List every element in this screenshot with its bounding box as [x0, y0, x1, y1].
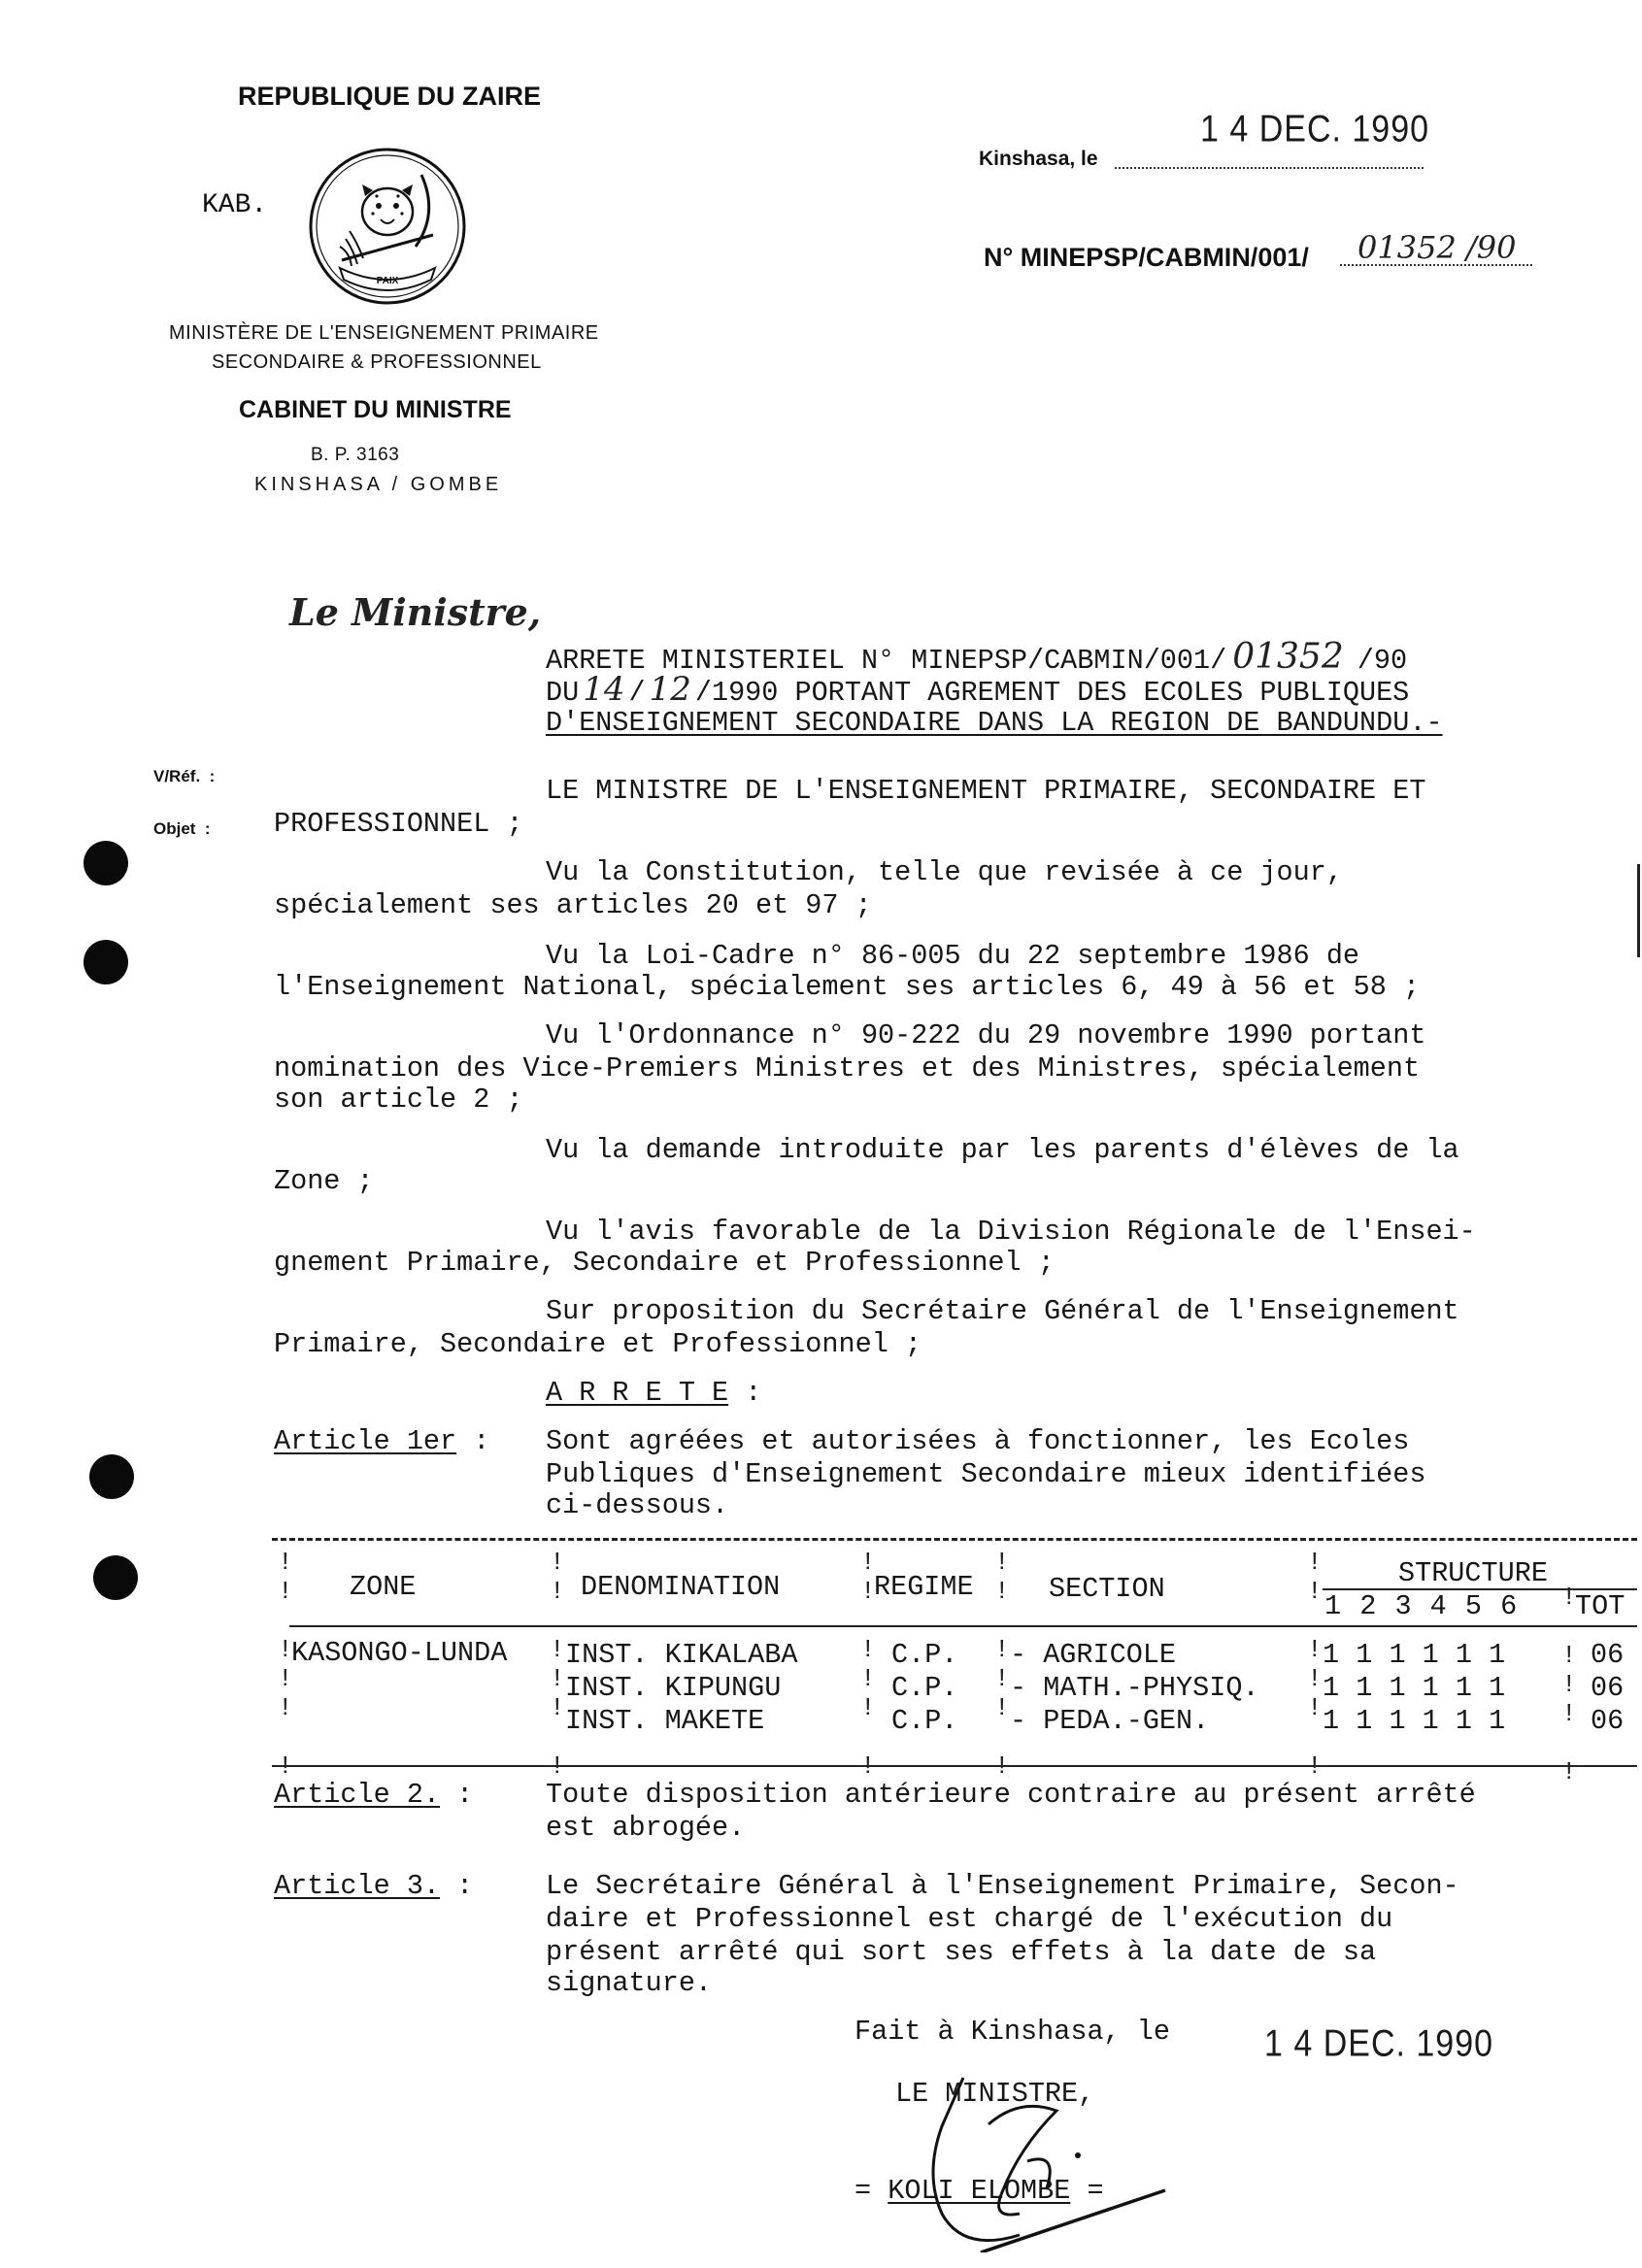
- levels-cell: 1 1 1 1 1 1: [1323, 1639, 1506, 1671]
- preamble-p4-l2: nomination des Vice-Premiers Ministres et des Ministres, spécialement: [274, 1052, 1421, 1084]
- regime-cell: C.P.: [891, 1705, 958, 1737]
- arrete-title-line-2: DU 14 / 12 /1990 PORTANT AGREMENT DES ECOLES PUBLIQUES: [546, 670, 1410, 709]
- article-2-l1: Toute disposition antérieure contraire au présent arrêté: [546, 1779, 1476, 1811]
- article-2-label: Article 2. :: [274, 1779, 474, 1811]
- preamble-p6-l1: Vu l'avis favorable de la Division Régionale de l'Ensei-: [546, 1216, 1476, 1248]
- postal-box: B. P. 3163: [311, 445, 400, 465]
- section-cell: - PEDA.-GEN.: [1010, 1705, 1210, 1737]
- punch-hole: [84, 841, 128, 885]
- kab-marker: KAB.: [202, 190, 268, 220]
- article-1-l2: Publiques d'Enseignement Secondaire mieux identifiées: [546, 1458, 1426, 1490]
- article-3-l4: signature.: [546, 1967, 713, 1999]
- table-top-rule: [272, 1538, 1637, 1541]
- levels-cell: 1 1 1 1 1 1: [1323, 1705, 1506, 1737]
- table-bottom-rule: [272, 1765, 1637, 1767]
- dateline-label: Kinshasa, le: [979, 148, 1098, 170]
- table-col-bar: ! ! ! ! !: [1561, 1583, 1577, 1786]
- postal-city: KINSHASA / GOMBE: [254, 474, 503, 495]
- zone-cell: KASONGO-LUNDA: [291, 1637, 508, 1669]
- closing-date-stamp: 1 4 DEC. 1990: [1264, 2022, 1494, 2065]
- article-1-label: Article 1er :: [274, 1425, 490, 1457]
- header-tot: TOT: [1575, 1590, 1625, 1622]
- minister-heading: Le Ministre,: [289, 590, 542, 634]
- denomination-cell: INST. KIKALABA: [565, 1639, 798, 1671]
- article-3-l1: Le Secrétaire Général à l'Enseignement Primaire, Secon-: [546, 1870, 1459, 1902]
- punch-hole: [93, 1555, 138, 1600]
- tot-cell: 06: [1591, 1705, 1625, 1737]
- handwritten-arrete-number: 01352: [1232, 637, 1344, 677]
- article-1-l3: ci-dessous.: [546, 1489, 729, 1521]
- dateline-dotted-rule: [1115, 167, 1424, 169]
- table-col-bar: ! ! ! ! ! !: [278, 1548, 293, 1781]
- national-seal: [307, 146, 468, 307]
- table-col-bar: ! ! ! ! ! !: [860, 1548, 876, 1781]
- signature-mark: [874, 2068, 1185, 2252]
- preamble-p6-l2: gnement Primaire, Secondaire et Professionnel ;: [274, 1247, 1055, 1279]
- preamble-p2-l2: spécialement ses articles 20 et 97 ;: [274, 889, 872, 921]
- preamble-p5-l2: Zone ;: [274, 1165, 374, 1197]
- signatory-title: LE MINISTRE,: [895, 2078, 1095, 2110]
- header-section: SECTION: [1049, 1573, 1165, 1605]
- table-col-bar: ! ! ! ! ! !: [550, 1548, 565, 1781]
- punch-hole: [89, 1454, 134, 1499]
- ministry-line-1: MINISTÈRE DE L'ENSEIGNEMENT PRIMAIRE: [169, 322, 599, 344]
- preamble-p4-l3: son article 2 ;: [274, 1084, 523, 1116]
- preamble-p2-l1: Vu la Constitution, telle que revisée à ce jour,: [546, 856, 1343, 888]
- preamble-p7-l2: Primaire, Secondaire et Professionnel ;: [274, 1328, 922, 1360]
- article-3-l3: présent arrêté qui sort ses effets à la date de sa: [546, 1936, 1377, 1968]
- preamble-p1-l1: LE MINISTRE DE L'ENSEIGNEMENT PRIMAIRE, SECONDAIRE ET: [546, 775, 1426, 807]
- header-denomination: DENOMINATION: [581, 1571, 781, 1603]
- reference-prefix: N° MINEPSP/CABMIN/001/: [984, 243, 1309, 272]
- reference-handwritten-number: 01352 /90: [1357, 229, 1517, 266]
- signatory-name: KOLI ELOMBE: [888, 2175, 1071, 2207]
- header-structure: STRUCTURE: [1398, 1557, 1548, 1589]
- preamble-p7-l1: Sur proposition du Secrétaire Général de l'Enseignement: [546, 1295, 1459, 1327]
- arrete-title-line-3: D'ENSEIGNEMENT SECONDAIRE DANS LA REGION DE BANDUNDU.-: [546, 707, 1443, 739]
- svg-text:PAIX: PAIX: [376, 276, 399, 286]
- arrete-title-line-1: ARRETE MINISTERIEL N° MINEPSP/CABMIN/001/ 01352 /90: [546, 637, 1408, 677]
- preamble-p5-l1: Vu la demande introduite par les parents d'élèves de la: [546, 1134, 1459, 1166]
- article-3-l2: daire et Professionnel est chargé de l'exécution du: [546, 1903, 1393, 1935]
- cabinet-heading: CABINET DU MINISTRE: [239, 396, 512, 423]
- preamble-p3-l1: Vu la Loi-Cadre n° 86-005 du 22 septembre 1986 de: [546, 940, 1360, 972]
- preamble-p3-l2: l'Enseignement National, spécialement ses articles 6, 49 à 56 et 58 ;: [274, 971, 1421, 1003]
- preamble-p1-l2: PROFESSIONNEL ;: [274, 808, 523, 840]
- fait-a-kinshasa: Fait à Kinshasa, le: [855, 2016, 1170, 2048]
- levels-cell: 1 1 1 1 1 1: [1323, 1672, 1506, 1704]
- tot-cell: 06: [1591, 1639, 1625, 1671]
- header-regime: REGIME: [874, 1571, 974, 1603]
- signatory-name-line: = KOLI ELOMBE =: [855, 2175, 1104, 2207]
- regime-cell: C.P.: [891, 1672, 958, 1704]
- vref-label: V/Réf. :: [153, 767, 216, 785]
- scan-edge-mark: [1637, 864, 1640, 957]
- denomination-cell: INST. KIPUNGU: [565, 1672, 782, 1704]
- article-1-l1: Sont agréées et autorisées à fonctionner, les Ecoles: [546, 1425, 1410, 1457]
- preamble-p4-l1: Vu l'Ordonnance n° 90-222 du 29 novembre 1990 portant: [546, 1019, 1426, 1051]
- section-cell: - MATH.-PHYSIQ.: [1010, 1672, 1259, 1704]
- article-3-label: Article 3. :: [274, 1870, 474, 1902]
- ministry-line-2: SECONDAIRE & PROFESSIONNEL: [212, 351, 542, 373]
- punch-hole: [84, 940, 128, 984]
- date-stamp: 1 4 DEC. 1990: [1200, 108, 1430, 150]
- regime-cell: C.P.: [891, 1639, 958, 1671]
- tot-cell: 06: [1591, 1672, 1625, 1704]
- table-col-bar: ! ! ! ! ! !: [994, 1548, 1010, 1781]
- republic-heading: REPUBLIQUE DU ZAIRE: [238, 82, 542, 111]
- objet-label: Objet :: [153, 819, 211, 838]
- structure-levels: 1 2 3 4 5 6: [1324, 1590, 1518, 1622]
- header-rule: [289, 1625, 1637, 1627]
- table-col-bar: ! ! ! ! ! !: [1307, 1548, 1323, 1781]
- header-zone: ZONE: [350, 1571, 417, 1603]
- article-2-l2: est abrogée.: [546, 1812, 746, 1844]
- section-cell: - AGRICOLE: [1010, 1639, 1177, 1671]
- arrete-heading: A R R E T E :: [546, 1377, 762, 1409]
- denomination-cell: INST. MAKETE: [565, 1705, 765, 1737]
